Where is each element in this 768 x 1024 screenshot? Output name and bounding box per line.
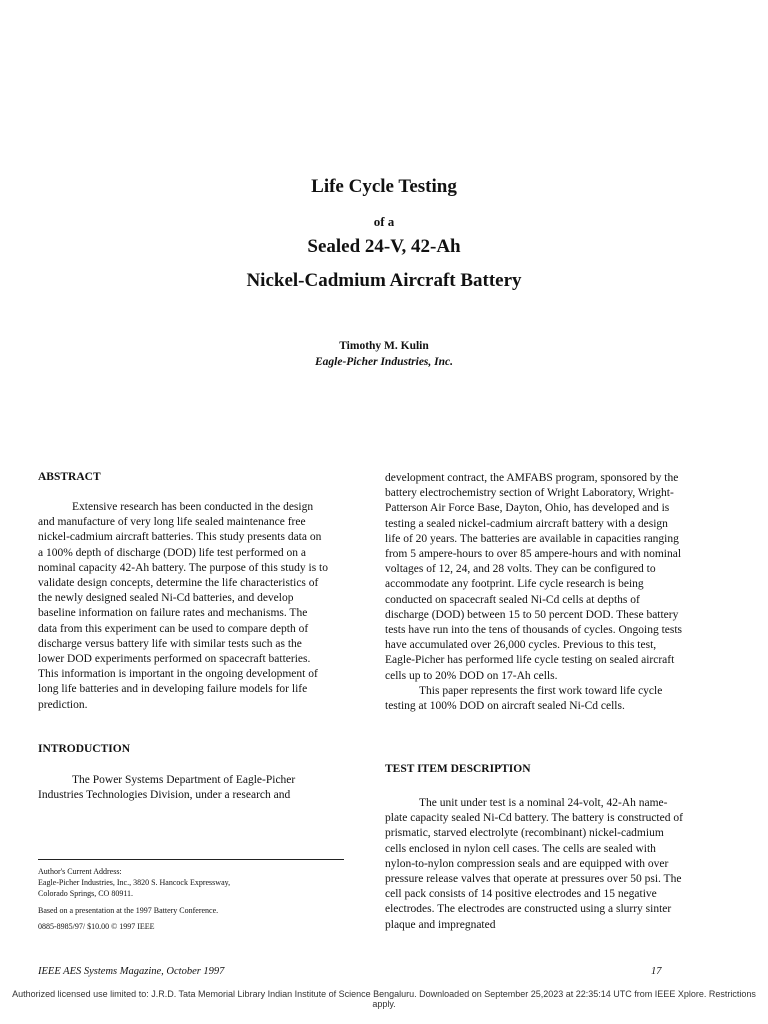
footnote-copyright: 0885-8985/97/ $10.00 © 1997 IEEE <box>38 922 155 931</box>
footnote-address-line: Eagle-Picher Industries, Inc., 3820 S. Hancock Expressway, <box>38 878 231 887</box>
abstract-heading: ABSTRACT <box>38 471 101 483</box>
test-item-body <box>385 796 685 933</box>
authorized-use-notice: Authorized licensed use limited to: J.R.D. Tata Memorial Library Indian Institute of Science Bengaluru. Downloaded on September 25,2023 at 22:35:14 UTC from IEEE Xplore. Restrictions apply. <box>12 989 756 1009</box>
introduction-heading: INTRODUCTION <box>38 743 131 755</box>
abstract-body <box>38 500 328 713</box>
author-name: Timothy M. Kulin <box>339 340 429 352</box>
introduction-continued <box>385 471 685 714</box>
author-affiliation: Eagle-Picher Industries, Inc. <box>314 356 453 368</box>
abstract-paragraph: Extensive research has been conducted in the design and manufacture of very long life sealed maintenance free nickel-cadmium aircraft batteries. This study presents data on a 100% depth of discharge (DOD) life test performed on a nominal capacity 42-Ah battery. The purpose of this study is to validate design concepts, determine the life characteristics of the newly designed sealed Ni-Cd batteries, and develop baseline information on failure rates and mechanisms. The data from this experiment can be used to compare depth of discharge versus battery life with similar tests such as the lower DOD experiments performed on spacecraft batteries. This information is important in the ongoing development of long life batteries and in developing failure models for life prediction. <box>38 501 328 711</box>
introduction-paragraph-2: This paper represents the first work toward life cycle testing at 100% DOD on aircraft sealed Ni-Cd cells. <box>385 684 663 713</box>
footnote-address-city: Colorado Springs, CO 80911. <box>38 889 134 898</box>
test-item-paragraph: The unit under test is a nominal 24-volt, 42-Ah name-plate capacity sealed Ni-Cd battery. The battery is constructed of prismatic, starved electrolyte (recombinant) nickel-cadmium cells enclosed in nylon cell cases. The cells are sealed with nylon-to-nylon compression seals and are equipped with over pressure release valves that operate at pressures over 50 psi. The cell pack consists of 14 positive electrodes and 15 negative electrodes. The electrodes are constructed using a slurry sinter plaque and impregnated <box>385 797 683 931</box>
paper-title-of-a: of a <box>373 214 395 229</box>
paper-title-line-1: Life Cycle Testing <box>311 176 457 197</box>
footnote-presentation: Based on a presentation at the 1997 Battery Conference. <box>38 906 219 915</box>
footnote-rule <box>38 859 344 860</box>
paper-title-line-3: Nickel-Cadmium Aircraft Battery <box>246 270 522 291</box>
test-item-heading: TEST ITEM DESCRIPTION <box>385 763 531 775</box>
introduction-paragraph: The Power Systems Department of Eagle-Picher Industries Technologies Division, under a research and <box>38 774 296 802</box>
journal-footer: IEEE AES Systems Magazine, October 1997 <box>38 966 225 977</box>
footnote-address-label: Author's Current Address: <box>38 867 122 876</box>
introduction-continued-paragraph: development contract, the AMFABS program, sponsored by the battery electrochemistry section of Wright Laboratory, Wright-Patterson Air Force Base, Dayton, Ohio, has developed and is testing a sealed nickel-cadmium aircraft battery with a design life of 20 years. The batteries are available in capacities ranging from 5 ampere-hours to over 85 ampere-hours and with nominal voltages of 12, 24, and 28 volts. They can be configured to accommodate any footprint. Life cycle research is being conducted on spacecraft sealed Ni-Cd cells at depths of discharge (DOD) between 15 to 50 percent DOD. These battery tests have run into the tens of thousands of cycles. Ongoing tests have accumulated over 26,000 cycles. Previous to this test, Eagle-Picher has performed life cycle testing on sealed aircraft cells up to 20% DOD on 17-Ah cells. <box>385 472 683 682</box>
paper-title-line-2: Sealed 24-V, 42-Ah <box>307 236 461 257</box>
introduction-body <box>38 773 328 803</box>
page-number: 17 <box>651 966 662 977</box>
